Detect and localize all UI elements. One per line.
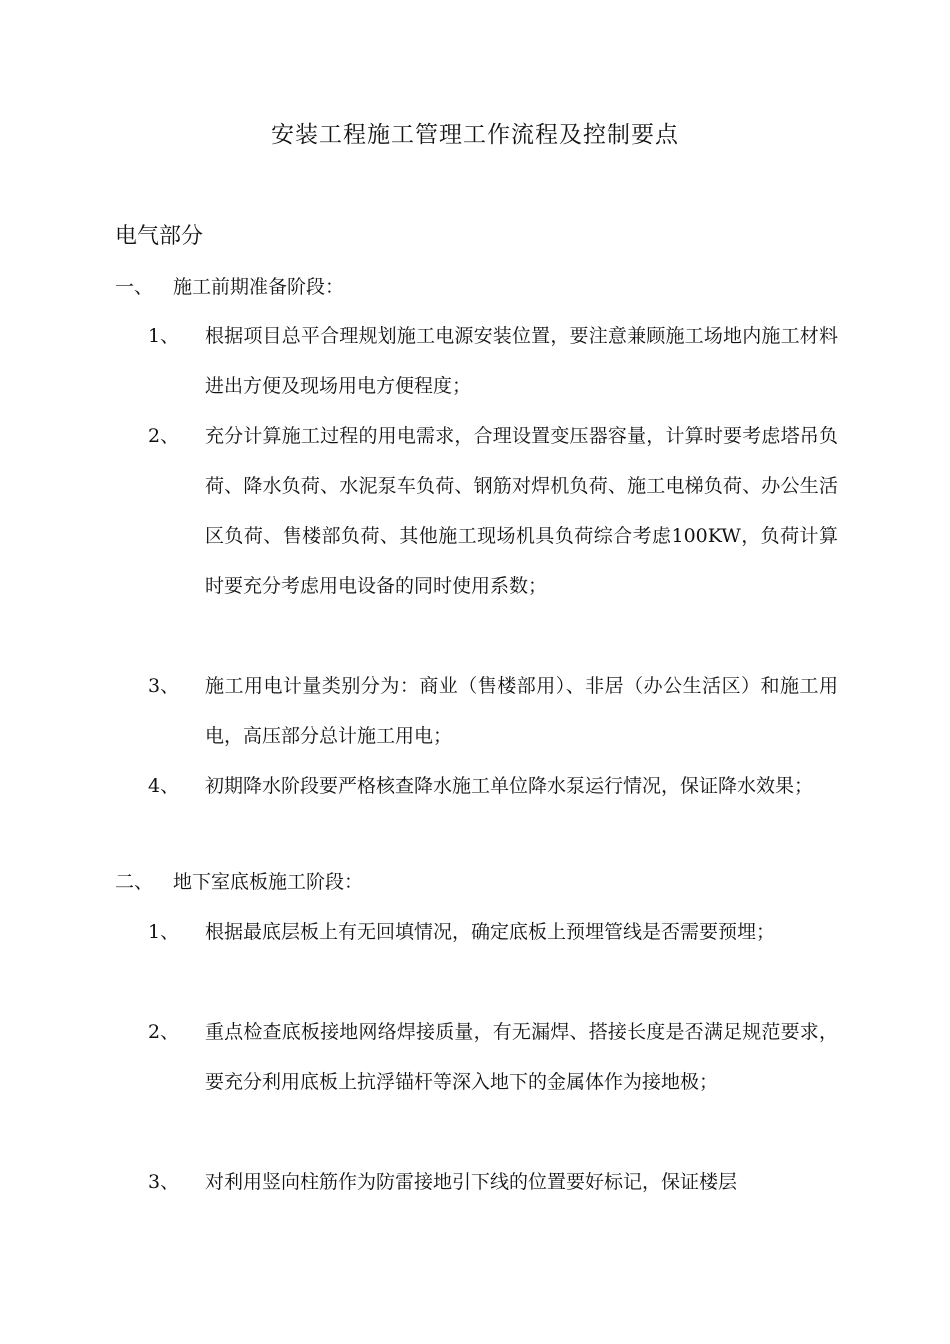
section-2-header <box>115 867 363 897</box>
item-text: 充分计算施工过程的用电需求，合理设置变压器容量，计算时要考虑塔吊负荷、降水负荷、水泥泵车负荷、钢筋对焊机负荷、施工电梯负荷、办公生活区负荷、售楼部负荷、其他施工现场机具负荷综合考虑100KW，负荷计算时要充分考虑用电设备的同时使用系数； <box>205 425 838 597</box>
item-text: 根据项目总平合理规划施工电源安装位置，要注意兼顾施工场地内施工材料进出方便及现场用电方便程度； <box>205 325 838 397</box>
item-number: 4、 <box>148 775 180 797</box>
document-title: 安装工程施工管理工作流程及控制要点 <box>271 122 679 148</box>
section-1-header <box>115 272 344 302</box>
item-number: 3、 <box>148 675 180 697</box>
item-text: 根据最底层板上有无回填情况，确定底板上预埋管线是否需要预埋； <box>205 921 776 943</box>
item-text: 施工用电计量类别分为：商业（售楼部用）、非居（办公生活区）和施工用电，高压部分总计施工用电； <box>205 675 838 747</box>
item-number: 2、 <box>148 425 180 447</box>
item-number: 1、 <box>148 921 180 943</box>
section-label: 地下室底板施工阶段： <box>173 871 364 893</box>
section-label: 施工前期准备阶段： <box>173 276 345 298</box>
section-heading-electrical: 电气部分 <box>115 224 204 249</box>
item-text: 重点检查底板接地网络焊接质量，有无漏焊、搭接长度是否满足规范要求，要充分利用底板上抗浮锚杆等深入地下的金属体作为接地极； <box>205 1021 838 1093</box>
section-number: 二、 <box>115 871 154 893</box>
item-number: 3、 <box>148 1171 180 1193</box>
item-number: 1、 <box>148 325 180 347</box>
item-text: 对利用竖向柱筋作为防雷接地引下线的位置要好标记，保证楼层 <box>205 1171 738 1193</box>
item-number: 2、 <box>148 1021 180 1043</box>
item-text: 初期降水阶段要严格核查降水施工单位降水泵运行情况，保证降水效果； <box>205 775 814 797</box>
section-number: 一、 <box>115 276 154 298</box>
